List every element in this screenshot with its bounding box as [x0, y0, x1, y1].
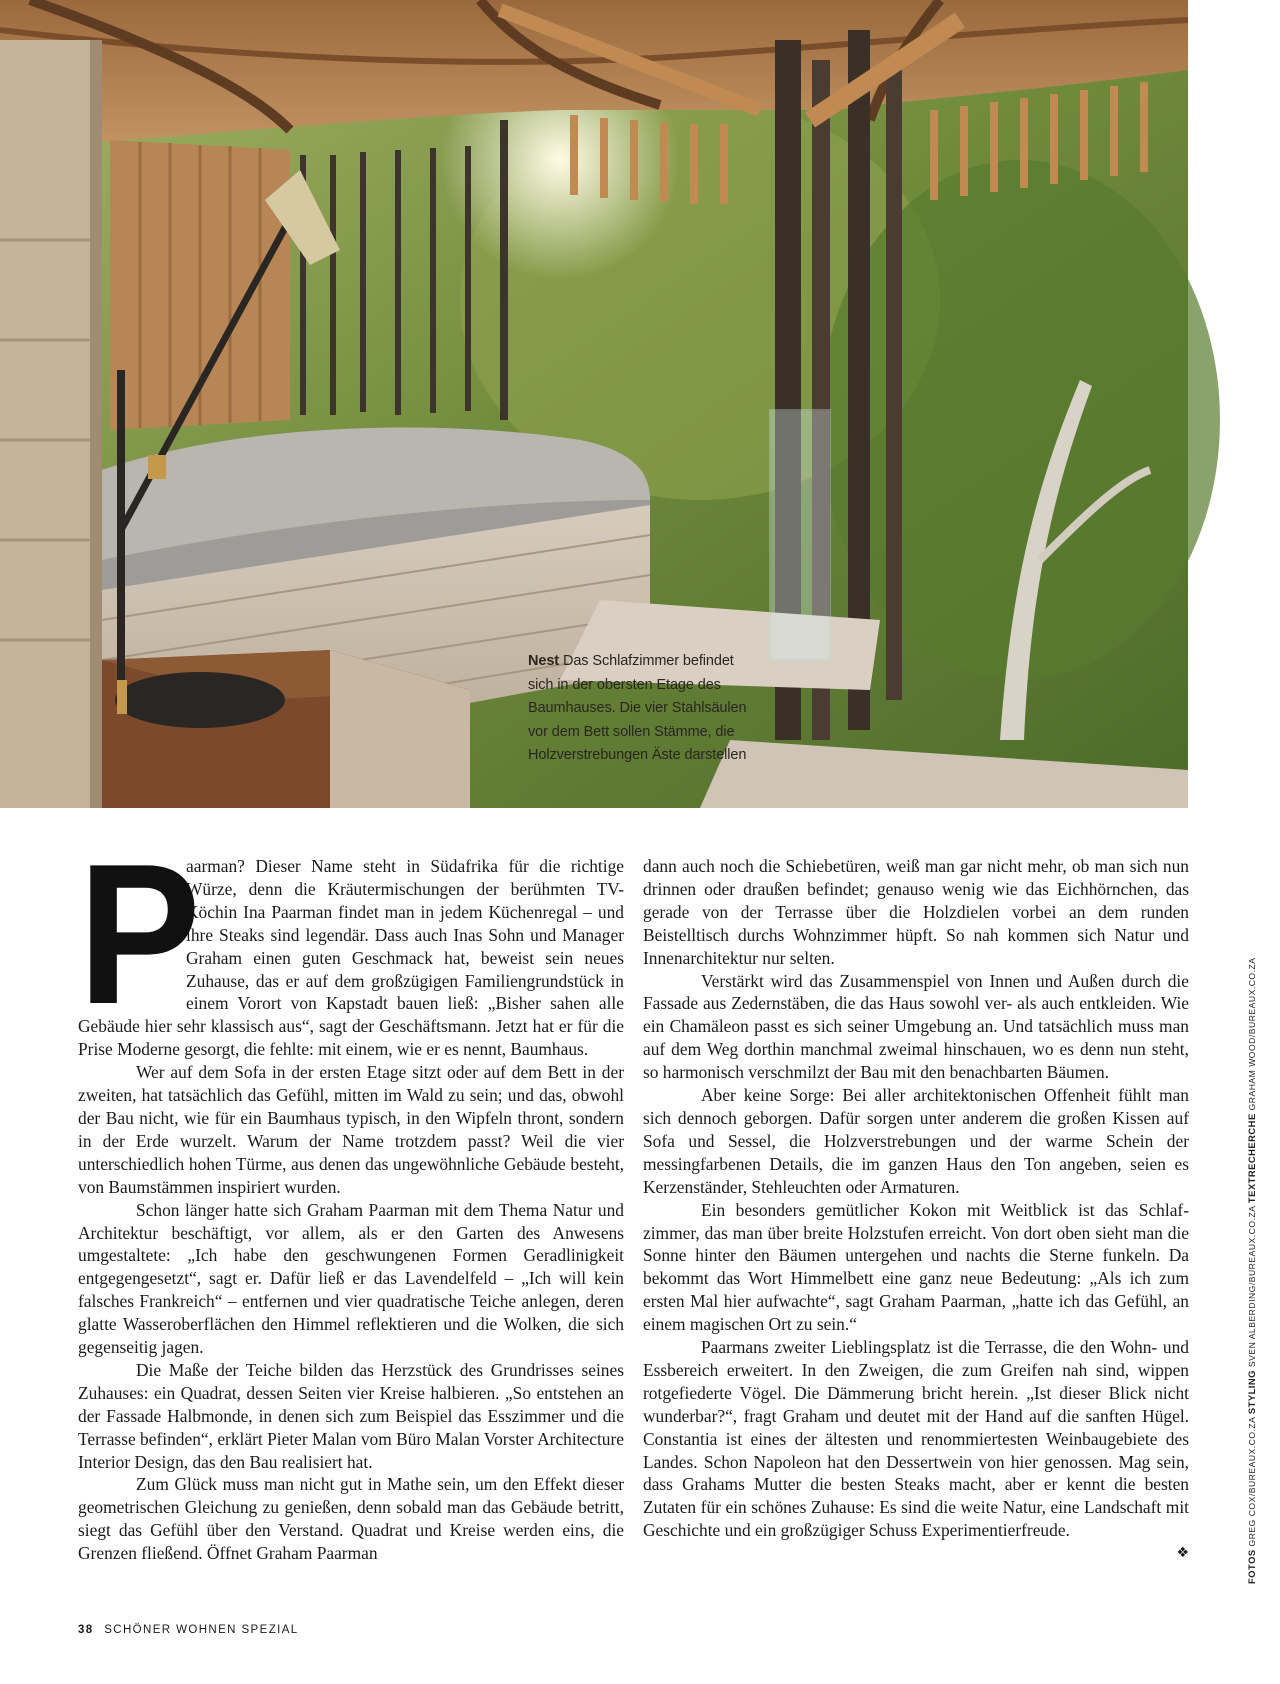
page-footer — [78, 1624, 299, 1636]
credit-text-label: TEXTRECHERCHE — [1246, 1113, 1257, 1204]
article-paragraph: Aber keine Sorge: Bei aller architektonischen Offenheit fühlt man sich dennoch geborgen. Dafür sorgen unter anderem die großen Kissen auf Sofa und Sessel, die Holzverstrebungen und der warme Schein der messingfarbenen Details, die im ganzen Haus den Ton angeben, seien es Kerzenständer, Stehleuchten oder Armaturen. — [643, 1085, 1189, 1197]
caption-lead: Nest — [528, 653, 560, 669]
article-paragraph: Die Maße der Teiche bilden das Herzstück des Grundrisses seines Zuhauses: ein Quadrat, dessen Seiten vier Kreise halbieren. „So entstehen an der Fassade Halbmonde, in denen sich zum Beispiel das Esszimmer und die Terrasse befinden“, erklärt Pieter Malan vom Büro Malan Vorster Architecture Interior Design, das den Bau realisiert hat. — [78, 1359, 624, 1472]
drop-cap: P — [78, 823, 201, 1046]
article-paragraph: Wer auf dem Sofa in der ersten Etage sitzt oder auf dem Bett in der zweiten, hat tatsächlich das Gefühl, mitten im Wald zu sein; und das, obwohl der Bau nicht, wie für ein Baumhaus typisch, in den Wipfeln thront, sondern in der Erde wurzelt. Warum der Name trotzdem passt? Weil die vier unterschiedlich hohen Türme, aus denen das ungewöhnliche Gebäude besteht, von Baumstämmen inspiriert wurden. — [78, 1062, 624, 1197]
credit-styling-label: STYLING — [1246, 1370, 1257, 1415]
article-paragraph: aarman? Dieser Name steht in Südafrika für die richtige Würze, denn die Kräutermischungen der berühmten TV-Köchin Ina Paarman findet man in jedem Küchenregal – und ihre Steaks sind legendär. Dass auch Inas Sohn und Manager Graham einen guten Geschmack hat, beweist sein neues Zuhause, das er auf dem großzügigen Familiengrundstück in einem Vorort von Kapstadt bauen ließ: „Bisher sahen alle Gebäude hier sehr klassisch aus“, sagt der Geschäftsmann. Jetzt hat er für die Prise Moderne gesorgt, die fehlte: mit einem, wie er es nennt, Baumhaus. — [78, 856, 624, 1060]
end-of-article-icon: ❖ — [1176, 1545, 1189, 1562]
caption-text: Das Schlafzimmer befindet sich in der obersten Etage des Baumhauses. Die vier Stahlsäulen vor dem Bett sollen Stämme, die Holzverstrebungen Äste darstellen — [528, 653, 747, 763]
credit-styling: SVEN ALBERDING/BUREAUX.CO.ZA — [1247, 1206, 1257, 1368]
credit-fotos-label: FOTOS — [1246, 1549, 1257, 1584]
article-paragraph: Zum Glück muss man nicht gut in Mathe sein, um den Effekt dieser geometrischen Gleichung zu genießen, denn sobald man das Gebäude betritt, siegt das Gefühl über den Verstand. Quadrat und Kreise werden eins, die Grenzen fließend. Öffnet Graham Paarman — [78, 1474, 624, 1564]
article-paragraph: Paarmans zweiter Lieblingsplatz ist die Terrasse, die den Wohn- und Essbereich erweitert. In den Zweigen, die zum Greifen nah sind, wippen rotgefiederte Vögel. Die Dämmerung bricht herein. „Ist dieser Blick nicht wunderbar?“, fragt Graham und deutet mit der Hand auf die sanften Hügel. Constantia ist eines der ältesten und renommiertesten Weinbaugebiete des Landes. Schon Napoleon hat den Dessertwein von hier genossen. Mag sein, dass Grahams Mutter die besten Steaks macht, aber er kennt die besten Zutaten für ein schönes Zuhause: Es sind die weite Natur, eine Landschaft mit Geschichte und ein großzügiger Schuss Experimentierfreude. — [643, 1337, 1189, 1541]
article-paragraph: dann auch noch die Schiebetüren, weiß man gar nicht mehr, ob man sich nun drinnen oder draußen befindet; genauso wenig wie das Eichhörnchen, das gerade von der Terrasse über die Holzdielen vorbei an dem runden Beistelltisch durchs Wohnzimmer hüpft. So nah kommen sich Natur und Innenarchitektur nur selten. — [643, 856, 1189, 968]
page-number: 38 — [78, 1624, 94, 1636]
credit-text: GRAHAM WOOD/BUREAUX.CO.ZA — [1247, 957, 1257, 1111]
photo-caption — [528, 650, 758, 768]
article-column-left — [78, 823, 624, 1565]
magazine-name: SCHÖNER WOHNEN SPEZIAL — [104, 1624, 299, 1636]
credit-fotos: GREG COX/BUREAUX.CO.ZA — [1247, 1417, 1257, 1547]
article-paragraph: Schon länger hatte sich Graham Paarman mit dem Thema Natur und Architektur beschäftigt, vor allem, als er den Garten des Anwesens umgestaltete: „Ich habe den geschwungenen Formen Geradlinigkeit entgegengesetzt“, sagt er. Dafür ließ er das Lavendelfeld – „Ich will kein falsches Frankreich“ – entfernen und vier quadratische Teiche anlegen, deren glatte Wasseroberflächen den Himmel reflektieren und die Wolken, die sich gegenseitig jagen. — [78, 1199, 624, 1358]
bedroom-photo — [0, 0, 1188, 808]
article-column-right — [643, 855, 1189, 1565]
article-paragraph: Ein besonders gemütlicher Kokon mit Weitblick ist das Schlafzimmer, das man über breite Holzstufen erreicht. Von dort oben sieht man die Sonne hinter den Bäumen untergehen und nachts die Sterne funkeln. Da bekommt das Wort Himmelbett eine ganz neue Bedeutung: „Als ich zum ersten Mal hier aufwachte“, sagt Graham Paarman, „hatte ich das Gefühl, an einem magischen Ort zu sein.“ — [643, 1199, 1189, 1335]
article-paragraph: Verstärkt wird das Zusammenspiel von Innen und Außen durch die Fassade aus Zedernstäben, die das Haus sowohl ver- als auch entkleiden. Wie ein Chamäleon passt es sich seiner Umgebung an. Und tatsächlich muss man auf dem Weg dorthin manchmal zweimal hinschauen, wo es denn nun steht, so harmonisch verschmilzt der Bau mit den benachbarten Bäumen. — [643, 970, 1189, 1083]
photo-credits — [1246, 904, 1257, 1584]
